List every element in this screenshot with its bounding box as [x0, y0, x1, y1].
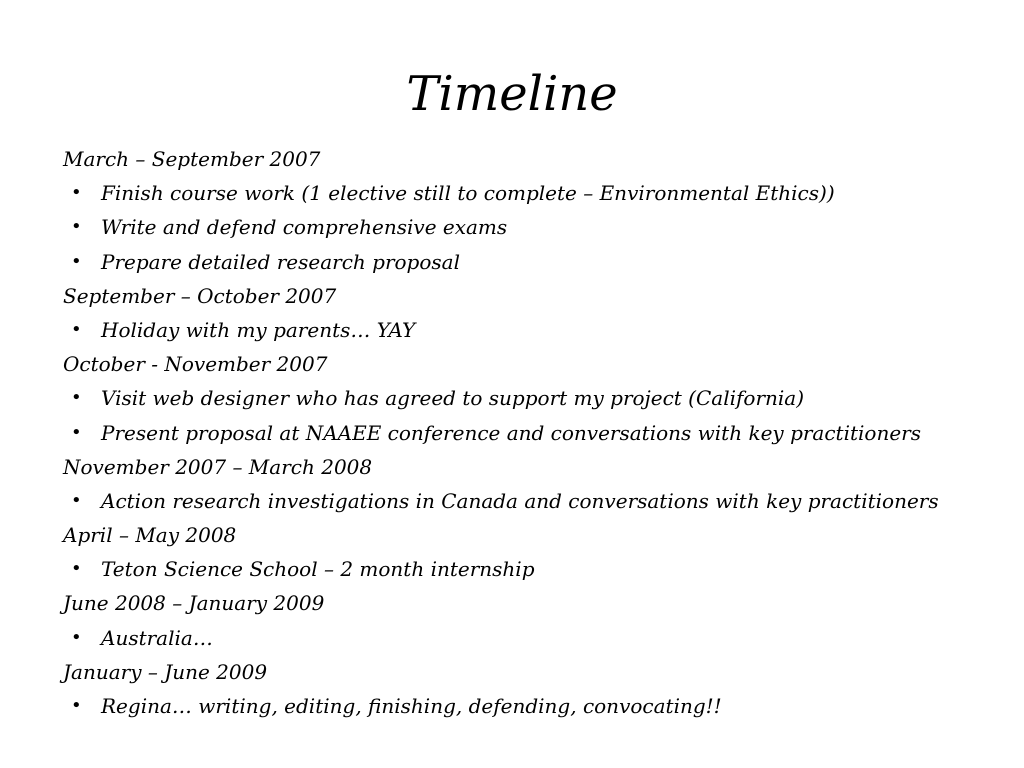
timeline-item: [63, 176, 983, 210]
timeline-item: [63, 381, 983, 415]
timeline-item: [63, 484, 983, 518]
bullet-icon: •: [71, 695, 82, 716]
bullet-icon: •: [71, 216, 82, 238]
timeline-item: [63, 416, 983, 450]
timeline-period: April – May 2008: [63, 523, 237, 548]
bullet-icon: •: [71, 421, 82, 443]
timeline-item: [63, 552, 983, 586]
timeline-item: [63, 313, 983, 347]
timeline-period: November 2007 – March 2008: [63, 454, 373, 479]
bullet-icon: •: [71, 250, 82, 272]
timeline-item-text: Finish course work (1 elective still to complete – Environmental Ethics)): [101, 181, 835, 206]
timeline-period: January – June 2009: [63, 659, 268, 684]
timeline-period: March – September 2007: [63, 147, 321, 171]
timeline-period: June 2008 – January 2009: [63, 591, 325, 616]
timeline-content: [63, 142, 983, 723]
timeline-period: September – October 2007: [63, 283, 337, 308]
bullet-icon: •: [71, 626, 82, 648]
timeline-item: [63, 689, 983, 723]
timeline-item-text: Regina… writing, editing, finishing, defending, convocating!!: [101, 694, 722, 718]
timeline-item-text: Write and defend comprehensive exams: [101, 215, 508, 240]
bullet-icon: •: [71, 318, 82, 340]
bullet-icon: •: [71, 182, 82, 204]
bullet-icon: •: [71, 489, 82, 511]
timeline-item-text: Holiday with my parents… YAY: [101, 317, 416, 342]
timeline-item-text: Teton Science School – 2 month internship: [101, 557, 535, 582]
timeline-item-text: Present proposal at NAAEE conference and conversations with key practitioners: [101, 420, 921, 445]
timeline-item-text: Australia…: [101, 625, 213, 650]
timeline-item: [63, 621, 983, 655]
timeline-period: October - November 2007: [63, 352, 328, 377]
timeline-item: [63, 210, 983, 244]
bullet-icon: •: [71, 558, 82, 580]
timeline-item-text: Visit web designer who has agreed to support my project (California): [101, 386, 805, 411]
slide-title: Timeline: [406, 66, 618, 122]
bullet-icon: •: [71, 387, 82, 409]
timeline-item-text: Prepare detailed research proposal: [101, 249, 460, 274]
timeline-item: [63, 245, 983, 279]
timeline-item-text: Action research investigations in Canada and conversations with key practitioners: [101, 488, 939, 513]
